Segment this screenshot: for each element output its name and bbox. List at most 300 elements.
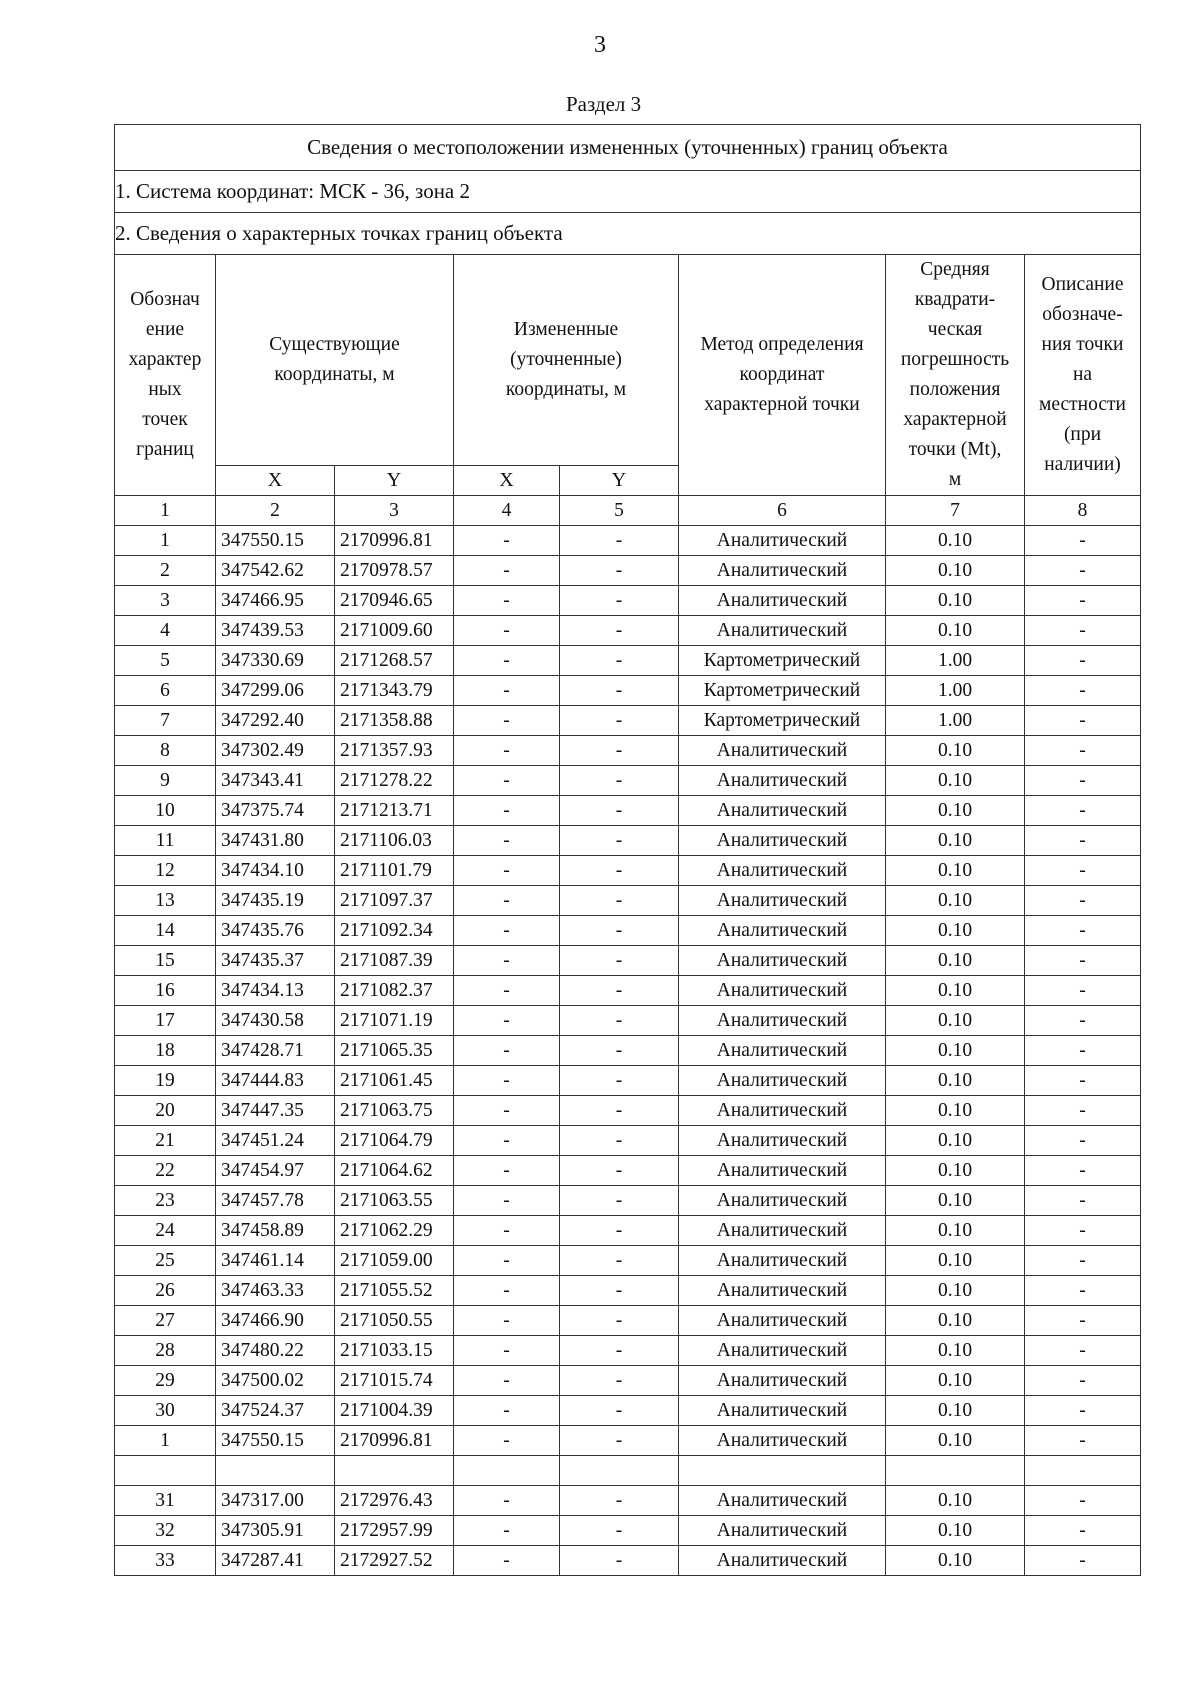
cell-method: Аналитический [679, 1366, 886, 1396]
cell-mean-square-error: 0.10 [886, 1426, 1025, 1456]
cell-existing-y: 2170996.81 [335, 526, 454, 556]
cell-point-id: 16 [115, 976, 216, 1006]
cell-changed-x: - [454, 1096, 560, 1126]
cell-description: - [1025, 1006, 1141, 1036]
cell-changed-x: - [454, 736, 560, 766]
cell-changed-x: - [454, 1516, 560, 1546]
cell-existing-y: 2171059.00 [335, 1246, 454, 1276]
cell-existing-y: 2171213.71 [335, 796, 454, 826]
table-row [115, 1456, 1141, 1486]
cell-changed-x: - [454, 1366, 560, 1396]
cell-changed-x: - [454, 586, 560, 616]
cell-method: Аналитический [679, 526, 886, 556]
table-row [115, 646, 1141, 676]
cell-changed-y: - [560, 1156, 679, 1186]
cell-changed-y: - [560, 1066, 679, 1096]
cell-existing-x: 347461.14 [216, 1246, 335, 1276]
cell-description: - [1025, 946, 1141, 976]
cell-changed-x: - [454, 1036, 560, 1066]
cell-existing-x [216, 1456, 335, 1486]
cell-method: Аналитический [679, 1246, 886, 1276]
cell-existing-x: 347451.24 [216, 1126, 335, 1156]
cell-existing-x: 347458.89 [216, 1216, 335, 1246]
cell-point-id: 5 [115, 646, 216, 676]
table-row [115, 556, 1141, 586]
cell-changed-y: - [560, 646, 679, 676]
cell-point-id: 32 [115, 1516, 216, 1546]
cell-changed-y: - [560, 1306, 679, 1336]
cell-point-id: 7 [115, 706, 216, 736]
table-row [115, 796, 1141, 826]
cell-method: Аналитический [679, 556, 886, 586]
cell-existing-y [335, 1456, 454, 1486]
cell-mean-square-error: 0.10 [886, 796, 1025, 826]
table-row [115, 676, 1141, 706]
table-row [115, 916, 1141, 946]
cell-existing-y: 2171358.88 [335, 706, 454, 736]
cell-method: Аналитический [679, 826, 886, 856]
header-method: Метод определения координат характерной точки [679, 255, 886, 496]
cell-existing-y: 2171061.45 [335, 1066, 454, 1096]
header-mean-square-error: Средняя квадрати- ческая погрешность положения характерной точки (Mt), м [886, 255, 1025, 496]
cell-changed-x: - [454, 1426, 560, 1456]
table-row [115, 1336, 1141, 1366]
cell-point-id: 15 [115, 946, 216, 976]
cell-mean-square-error: 0.10 [886, 1546, 1025, 1576]
cell-changed-x: - [454, 1276, 560, 1306]
column-number: 6 [679, 496, 886, 526]
cell-method: Аналитический [679, 1516, 886, 1546]
cell-changed-y: - [560, 586, 679, 616]
cell-point-id: 23 [115, 1186, 216, 1216]
cell-point-id: 1 [115, 1426, 216, 1456]
cell-changed-y: - [560, 1366, 679, 1396]
table-row [115, 1186, 1141, 1216]
cell-changed-y: - [560, 616, 679, 646]
cell-description: - [1025, 1546, 1141, 1576]
cell-changed-x: - [454, 676, 560, 706]
cell-point-id: 11 [115, 826, 216, 856]
cell-point-id: 25 [115, 1246, 216, 1276]
header-point-designation: Обознач ение характер ных точек границ [115, 255, 216, 496]
header-existing-x: X [216, 465, 335, 495]
cell-description: - [1025, 886, 1141, 916]
cell-mean-square-error: 0.10 [886, 1336, 1025, 1366]
cell-changed-x: - [454, 976, 560, 1006]
cell-mean-square-error: 0.10 [886, 1096, 1025, 1126]
cell-point-id: 30 [115, 1396, 216, 1426]
cell-point-id: 3 [115, 586, 216, 616]
header-changed-x: X [454, 465, 560, 495]
column-number: 1 [115, 496, 216, 526]
cell-existing-x: 347317.00 [216, 1486, 335, 1516]
cell-existing-x: 347430.58 [216, 1006, 335, 1036]
cell-point-id: 1 [115, 526, 216, 556]
cell-method: Картометрический [679, 646, 886, 676]
cell-existing-x: 347375.74 [216, 796, 335, 826]
cell-existing-x: 347500.02 [216, 1366, 335, 1396]
cell-mean-square-error: 0.10 [886, 1396, 1025, 1426]
cell-method: Картометрический [679, 706, 886, 736]
cell-changed-y: - [560, 886, 679, 916]
cell-method: Аналитический [679, 1066, 886, 1096]
cell-changed-x: - [454, 1126, 560, 1156]
cell-mean-square-error: 0.10 [886, 1036, 1025, 1066]
cell-changed-y: - [560, 1276, 679, 1306]
cell-changed-y: - [560, 526, 679, 556]
column-number: 3 [335, 496, 454, 526]
cell-point-id: 27 [115, 1306, 216, 1336]
points-info-heading: 2. Сведения о характерных точках границ объекта [115, 213, 1141, 255]
cell-changed-x: - [454, 1546, 560, 1576]
cell-description: - [1025, 1366, 1141, 1396]
header-point-description: Описание обозначе- ния точки на местности (при наличии) [1025, 255, 1141, 496]
cell-description: - [1025, 766, 1141, 796]
cell-changed-y: - [560, 796, 679, 826]
cell-mean-square-error: 0.10 [886, 826, 1025, 856]
cell-mean-square-error: 1.00 [886, 646, 1025, 676]
cell-method: Аналитический [679, 736, 886, 766]
cell-existing-y: 2170946.65 [335, 586, 454, 616]
cell-existing-y: 2171071.19 [335, 1006, 454, 1036]
cell-existing-y: 2171050.55 [335, 1306, 454, 1336]
cell-method: Аналитический [679, 1216, 886, 1246]
cell-mean-square-error: 0.10 [886, 1186, 1025, 1216]
column-number: 5 [560, 496, 679, 526]
table-row [115, 616, 1141, 646]
cell-mean-square-error: 0.10 [886, 526, 1025, 556]
cell-existing-x: 347542.62 [216, 556, 335, 586]
cell-changed-y: - [560, 1186, 679, 1216]
cell-existing-x: 347287.41 [216, 1546, 335, 1576]
cell-point-id: 12 [115, 856, 216, 886]
cell-existing-y: 2171278.22 [335, 766, 454, 796]
cell-existing-y: 2170978.57 [335, 556, 454, 586]
cell-changed-x: - [454, 1156, 560, 1186]
table-title: Сведения о местоположении измененных (уточненных) границ объекта [115, 125, 1141, 171]
cell-description: - [1025, 1516, 1141, 1546]
table-row [115, 1126, 1141, 1156]
cell-description: - [1025, 1216, 1141, 1246]
cell-existing-x: 347343.41 [216, 766, 335, 796]
cell-method: Аналитический [679, 916, 886, 946]
cell-point-id: 28 [115, 1336, 216, 1366]
header-existing-y: Y [335, 465, 454, 495]
cell-point-id: 24 [115, 1216, 216, 1246]
cell-mean-square-error: 1.00 [886, 706, 1025, 736]
cell-existing-y: 2171101.79 [335, 856, 454, 886]
cell-changed-x: - [454, 646, 560, 676]
cell-existing-y: 2171063.55 [335, 1186, 454, 1216]
cell-existing-y: 2171015.74 [335, 1366, 454, 1396]
cell-existing-x: 347299.06 [216, 676, 335, 706]
cell-existing-y: 2171087.39 [335, 946, 454, 976]
cell-description: - [1025, 586, 1141, 616]
cell-description: - [1025, 1066, 1141, 1096]
cell-changed-x: - [454, 1396, 560, 1426]
table-row [115, 1306, 1141, 1336]
cell-changed-y: - [560, 1216, 679, 1246]
cell-point-id: 18 [115, 1036, 216, 1066]
column-number: 7 [886, 496, 1025, 526]
column-number: 2 [216, 496, 335, 526]
cell-description: - [1025, 616, 1141, 646]
table-row [115, 886, 1141, 916]
cell-method: Аналитический [679, 886, 886, 916]
cell-existing-y: 2171357.93 [335, 736, 454, 766]
cell-changed-y: - [560, 1006, 679, 1036]
coordinate-system: 1. Система координат: МСК - 36, зона 2 [115, 171, 1141, 213]
cell-changed-x: - [454, 916, 560, 946]
cell-existing-x: 347435.19 [216, 886, 335, 916]
cell-mean-square-error: 0.10 [886, 886, 1025, 916]
cell-description: - [1025, 1336, 1141, 1366]
cell-mean-square-error: 0.10 [886, 946, 1025, 976]
cell-point-id: 13 [115, 886, 216, 916]
cell-changed-x: - [454, 796, 560, 826]
cell-description: - [1025, 1276, 1141, 1306]
cell-existing-y: 2171009.60 [335, 616, 454, 646]
cell-method: Аналитический [679, 1546, 886, 1576]
cell-existing-y: 2172976.43 [335, 1486, 454, 1516]
table-row [115, 856, 1141, 886]
cell-changed-y: - [560, 736, 679, 766]
cell-existing-x: 347466.95 [216, 586, 335, 616]
cell-mean-square-error: 0.10 [886, 1246, 1025, 1276]
cell-changed-y: - [560, 1396, 679, 1426]
cell-existing-y: 2171268.57 [335, 646, 454, 676]
header-changed-coordinates: Измененные (уточненные) координаты, м [454, 255, 679, 466]
cell-description: - [1025, 1246, 1141, 1276]
cell-description: - [1025, 856, 1141, 886]
cell-changed-x [454, 1456, 560, 1486]
column-number: 4 [454, 496, 560, 526]
cell-point-id: 33 [115, 1546, 216, 1576]
cell-description: - [1025, 1096, 1141, 1126]
cell-existing-x: 347428.71 [216, 1036, 335, 1066]
cell-existing-x: 347292.40 [216, 706, 335, 736]
table-row [115, 1156, 1141, 1186]
cell-changed-y: - [560, 916, 679, 946]
cell-description: - [1025, 916, 1141, 946]
cell-mean-square-error: 0.10 [886, 766, 1025, 796]
cell-point-id: 26 [115, 1276, 216, 1306]
cell-changed-x: - [454, 1216, 560, 1246]
cell-existing-x: 347447.35 [216, 1096, 335, 1126]
table-row [115, 1066, 1141, 1096]
cell-method: Аналитический [679, 1426, 886, 1456]
cell-existing-x: 347431.80 [216, 826, 335, 856]
cell-mean-square-error: 0.10 [886, 1066, 1025, 1096]
cell-changed-y: - [560, 1336, 679, 1366]
table-row [115, 586, 1141, 616]
cell-existing-x: 347305.91 [216, 1516, 335, 1546]
cell-changed-x: - [454, 766, 560, 796]
cell-changed-y: - [560, 1126, 679, 1156]
header-changed-y: Y [560, 465, 679, 495]
cell-method: Аналитический [679, 976, 886, 1006]
cell-changed-y: - [560, 1516, 679, 1546]
cell-changed-x: - [454, 1006, 560, 1036]
cell-existing-y: 2171055.52 [335, 1276, 454, 1306]
cell-point-id: 21 [115, 1126, 216, 1156]
cell-changed-x: - [454, 556, 560, 586]
cell-mean-square-error: 0.10 [886, 616, 1025, 646]
cell-existing-x: 347330.69 [216, 646, 335, 676]
cell-mean-square-error: 0.10 [886, 586, 1025, 616]
cell-point-id: 29 [115, 1366, 216, 1396]
cell-point-id: 14 [115, 916, 216, 946]
cell-point-id: 19 [115, 1066, 216, 1096]
cell-mean-square-error: 0.10 [886, 976, 1025, 1006]
cell-method: Аналитический [679, 1336, 886, 1366]
cell-point-id: 31 [115, 1486, 216, 1516]
cell-description: - [1025, 646, 1141, 676]
cell-description: - [1025, 826, 1141, 856]
cell-mean-square-error: 0.10 [886, 1516, 1025, 1546]
cell-point-id [115, 1456, 216, 1486]
cell-existing-x: 347454.97 [216, 1156, 335, 1186]
cell-existing-y: 2171063.75 [335, 1096, 454, 1126]
cell-existing-x: 347457.78 [216, 1186, 335, 1216]
cell-method: Аналитический [679, 1486, 886, 1516]
cell-existing-y: 2171062.29 [335, 1216, 454, 1246]
section-title: Раздел 3 [566, 92, 642, 116]
cell-existing-y: 2170996.81 [335, 1426, 454, 1456]
cell-mean-square-error: 0.10 [886, 1276, 1025, 1306]
cell-method: Аналитический [679, 1126, 886, 1156]
cell-existing-x: 347434.13 [216, 976, 335, 1006]
cell-changed-x: - [454, 526, 560, 556]
cell-changed-y: - [560, 976, 679, 1006]
cell-mean-square-error: 0.10 [886, 1156, 1025, 1186]
cell-changed-x: - [454, 1336, 560, 1366]
cell-mean-square-error: 0.10 [886, 1006, 1025, 1036]
cell-changed-y: - [560, 1246, 679, 1276]
cell-point-id: 17 [115, 1006, 216, 1036]
column-number: 8 [1025, 496, 1141, 526]
cell-existing-x: 347480.22 [216, 1336, 335, 1366]
cell-existing-y: 2171106.03 [335, 826, 454, 856]
table-row [115, 1096, 1141, 1126]
cell-changed-x: - [454, 1306, 560, 1336]
cell-description: - [1025, 1126, 1141, 1156]
cell-point-id: 9 [115, 766, 216, 796]
cell-changed-x: - [454, 886, 560, 916]
table-row [115, 706, 1141, 736]
cell-description [1025, 1456, 1141, 1486]
cell-changed-x: - [454, 616, 560, 646]
cell-method: Аналитический [679, 1036, 886, 1066]
cell-method: Аналитический [679, 1396, 886, 1426]
cell-description: - [1025, 1306, 1141, 1336]
cell-description: - [1025, 706, 1141, 736]
cell-existing-y: 2171033.15 [335, 1336, 454, 1366]
cell-existing-x: 347550.15 [216, 526, 335, 556]
cell-existing-y: 2171092.34 [335, 916, 454, 946]
cell-existing-x: 347439.53 [216, 616, 335, 646]
cell-existing-y: 2171343.79 [335, 676, 454, 706]
cell-mean-square-error: 0.10 [886, 916, 1025, 946]
cell-point-id: 10 [115, 796, 216, 826]
cell-description: - [1025, 1486, 1141, 1516]
table-body [115, 526, 1141, 1576]
cell-mean-square-error: 1.00 [886, 676, 1025, 706]
cell-description: - [1025, 976, 1141, 1006]
cell-changed-y: - [560, 946, 679, 976]
cell-point-id: 4 [115, 616, 216, 646]
cell-changed-y: - [560, 856, 679, 886]
cell-changed-x: - [454, 946, 560, 976]
table-row [115, 1216, 1141, 1246]
cell-description: - [1025, 676, 1141, 706]
table-row [115, 1036, 1141, 1066]
table-row [115, 1006, 1141, 1036]
cell-description: - [1025, 556, 1141, 586]
cell-changed-y: - [560, 1546, 679, 1576]
cell-method: Аналитический [679, 616, 886, 646]
cell-description: - [1025, 1186, 1141, 1216]
cell-changed-y: - [560, 706, 679, 736]
table-row [115, 766, 1141, 796]
cell-method: Аналитический [679, 856, 886, 886]
cell-method: Аналитический [679, 796, 886, 826]
table-row [115, 736, 1141, 766]
cell-method: Аналитический [679, 1306, 886, 1336]
cell-mean-square-error: 0.10 [886, 1126, 1025, 1156]
cell-existing-y: 2171064.62 [335, 1156, 454, 1186]
cell-existing-y: 2171097.37 [335, 886, 454, 916]
table-row [115, 1396, 1141, 1426]
table-row [115, 526, 1141, 556]
cell-point-id: 2 [115, 556, 216, 586]
cell-mean-square-error: 0.10 [886, 1216, 1025, 1246]
cell-existing-y: 2171065.35 [335, 1036, 454, 1066]
cell-changed-x: - [454, 1486, 560, 1516]
cell-existing-y: 2172927.52 [335, 1546, 454, 1576]
table-row [115, 1246, 1141, 1276]
cell-changed-x: - [454, 826, 560, 856]
cell-existing-y: 2172957.99 [335, 1516, 454, 1546]
table-row [115, 976, 1141, 1006]
cell-changed-y: - [560, 1426, 679, 1456]
table-row [115, 1516, 1141, 1546]
cell-mean-square-error [886, 1456, 1025, 1486]
page-number: 3 [594, 32, 606, 58]
boundary-points-table [114, 124, 1141, 1576]
cell-method: Аналитический [679, 1096, 886, 1126]
cell-changed-y: - [560, 826, 679, 856]
cell-mean-square-error: 0.10 [886, 556, 1025, 586]
cell-description: - [1025, 736, 1141, 766]
cell-method: Аналитический [679, 1186, 886, 1216]
table-row [115, 946, 1141, 976]
table-row [115, 1276, 1141, 1306]
cell-description: - [1025, 796, 1141, 826]
cell-changed-y: - [560, 676, 679, 706]
table-row [115, 1486, 1141, 1516]
cell-method: Картометрический [679, 676, 886, 706]
cell-description: - [1025, 526, 1141, 556]
cell-changed-y: - [560, 556, 679, 586]
table-row [115, 826, 1141, 856]
cell-point-id: 8 [115, 736, 216, 766]
cell-mean-square-error: 0.10 [886, 1366, 1025, 1396]
cell-mean-square-error: 0.10 [886, 856, 1025, 886]
cell-existing-x: 347524.37 [216, 1396, 335, 1426]
cell-method: Аналитический [679, 946, 886, 976]
cell-point-id: 22 [115, 1156, 216, 1186]
